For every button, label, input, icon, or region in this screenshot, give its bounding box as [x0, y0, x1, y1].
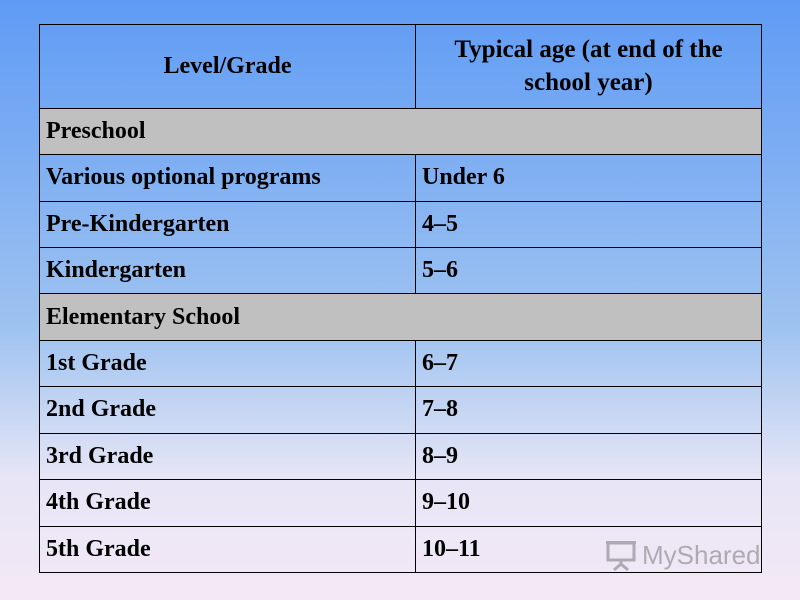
table-header-row — [40, 25, 762, 109]
table-row — [40, 387, 762, 433]
level-cell: 5th Grade — [40, 526, 416, 572]
level-cell: 1st Grade — [40, 340, 416, 386]
age-cell: 7–8 — [416, 387, 762, 433]
table-row — [40, 201, 762, 247]
table-row — [40, 155, 762, 201]
age-cell: 9–10 — [416, 480, 762, 526]
table-row — [40, 248, 762, 294]
header-level-grade: Level/Grade — [40, 25, 416, 109]
section-row-preschool — [40, 108, 762, 154]
watermark-text: MyShared — [642, 540, 761, 570]
level-cell: 4th Grade — [40, 480, 416, 526]
presentation-board-icon — [604, 538, 638, 572]
section-label: Preschool — [40, 108, 762, 154]
section-label: Elementary School — [40, 294, 762, 340]
level-cell: Pre-Kindergarten — [40, 201, 416, 247]
age-cell: 10–11 — [416, 526, 762, 572]
age-grade-table-container — [39, 24, 761, 573]
level-cell: Kindergarten — [40, 248, 416, 294]
myshared-watermark — [604, 535, 764, 575]
level-cell: Various optional programs — [40, 155, 416, 201]
age-cell: Under 6 — [416, 155, 762, 201]
level-cell: 2nd Grade — [40, 387, 416, 433]
header-typical-age: Typical age (at end of the school year) — [416, 25, 762, 109]
age-cell: 8–9 — [416, 433, 762, 479]
age-cell: 4–5 — [416, 201, 762, 247]
section-row-elementary — [40, 294, 762, 340]
level-cell: 3rd Grade — [40, 433, 416, 479]
age-cell: 6–7 — [416, 340, 762, 386]
table-row — [40, 340, 762, 386]
table-row — [40, 433, 762, 479]
table-row — [40, 480, 762, 526]
age-grade-table — [39, 24, 762, 573]
age-cell: 5–6 — [416, 248, 762, 294]
